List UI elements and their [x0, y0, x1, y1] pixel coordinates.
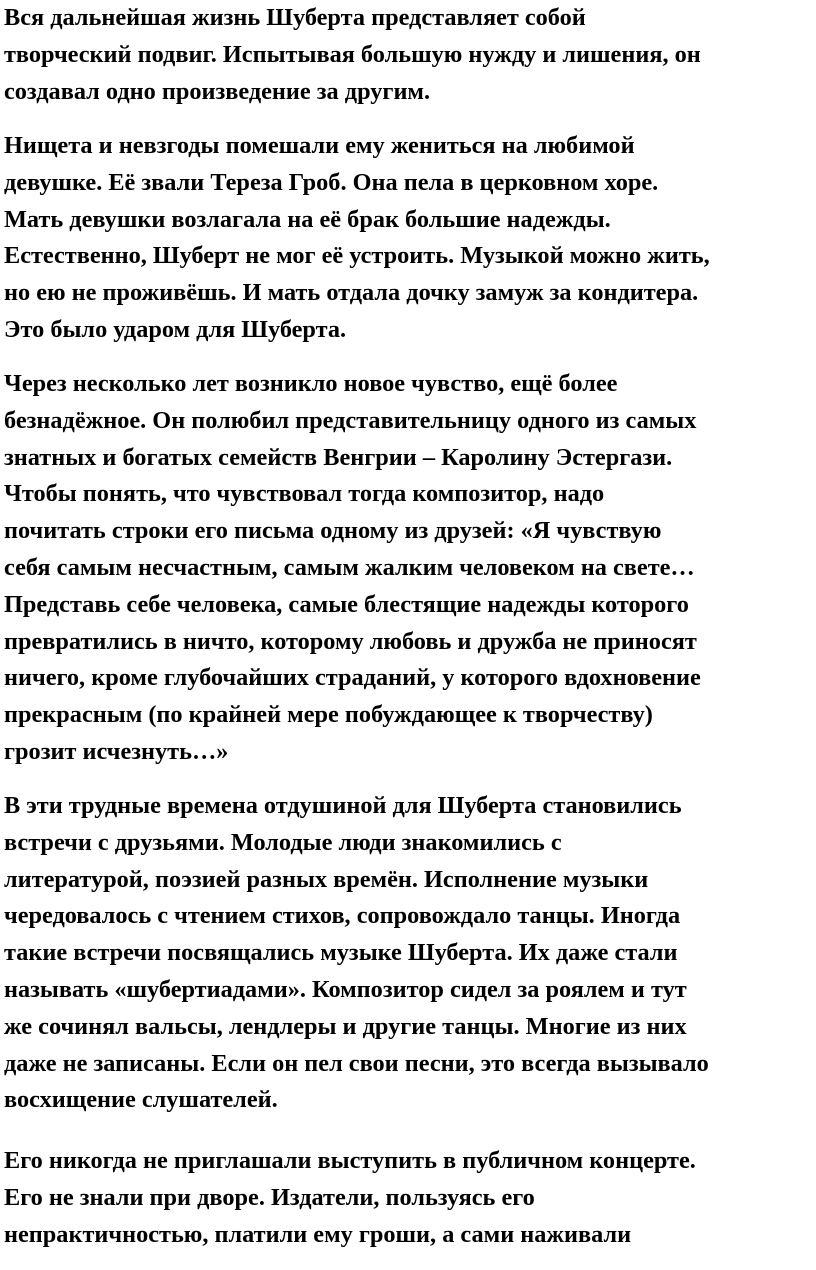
text-line: чередовалось с чтением стихов, сопровождало танцы. Иногда — [4, 902, 681, 930]
text-line: создавал одно произведение за другим. — [4, 77, 431, 105]
text-line: Его никогда не приглашали выступить в публичном концерте. — [4, 1147, 696, 1174]
text-line: Это было ударом для Шуберта. — [4, 315, 347, 343]
text-line: ничего, кроме глубочайших страданий, у которого вдохновение — [4, 664, 701, 692]
text-line: Естественно, Шуберт не мог её устроить. Музыкой можно жить, — [4, 242, 710, 270]
text-line: встречи с друзьями. Молодые люди знакомились с — [4, 828, 562, 856]
text-line: Мать девушки возлагала на её брак большие надежды. — [4, 205, 611, 233]
paragraph-karolina-esterhazy — [0, 366, 701, 771]
text-line: такие встречи посвящались музыке Шуберта. Их даже стали — [4, 939, 678, 967]
text-line: Вся дальнейшая жизнь Шуберта представляет собой — [4, 4, 586, 31]
text-line: но ею не проживёшь. И мать отдала дочку замуж за кондитера. — [4, 279, 699, 307]
text-line: творческий подвиг. Испытывая большую нужду и лишения, он — [4, 40, 701, 68]
text-line: Представь себе человека, самые блестящие надежды которого — [4, 590, 689, 618]
text-line: Чтобы понять, что чувствовал тогда композитор, надо — [4, 480, 605, 508]
text-line: превратились в ничто, которому любовь и дружба не приносят — [4, 627, 697, 655]
text-line: В эти трудные времена отдушиной для Шуберта становились — [4, 792, 682, 819]
text-line: грозит исчезнуть…» — [4, 737, 229, 765]
text-line: Его не знали при дворе. Издатели, пользуясь его — [4, 1183, 535, 1211]
text-line: непрактичностью, платили ему гроши, а сами наживали — [4, 1220, 632, 1248]
paragraph-creative-feat — [0, 0, 701, 110]
text-line: называть «шубертиадами». Композитор сидел за роялем и тут — [4, 975, 687, 1003]
text-line: знатных и богатых семейств Венгрии – Каролину Эстергази. — [4, 443, 673, 471]
text-line: же сочинял вальсы, лендлеры и другие танцы. Многие из них — [4, 1012, 687, 1040]
paragraph-tereza-grob — [0, 128, 710, 349]
text-line: себя самым несчастным, самым жалким человеком на свете… — [4, 553, 695, 581]
text-line: даже не записаны. Если он пел свои песни, это всегда вызывало — [4, 1049, 709, 1077]
text-line: литературой, поэзией разных времён. Исполнение музыки — [4, 865, 649, 893]
text-line: прекрасным (по крайней мере побуждающее к творчеству) — [4, 701, 653, 729]
text-line: почитать строки его письма одному из друзей: «Я чувствую — [4, 517, 662, 545]
text-line: безнадёжное. Он полюбил представительницу одного из самых — [4, 406, 697, 434]
paragraph-publishers — [0, 1143, 696, 1253]
text-line: Нищета и невзгоды помешали ему жениться на любимой — [4, 132, 635, 159]
text-line: восхищение слушателей. — [4, 1086, 278, 1114]
text-line: девушке. Её звали Тереза Гроб. Она пела в церковном хоре. — [4, 168, 659, 196]
paragraph-schubertiades — [0, 788, 709, 1119]
text-line: Через несколько лет возникло новое чувство, ещё более — [4, 370, 618, 397]
